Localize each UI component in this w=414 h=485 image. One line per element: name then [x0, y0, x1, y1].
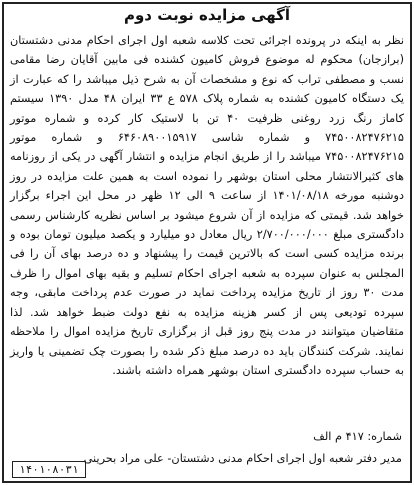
reference-number: شماره: ۴۱۷ م الف	[313, 430, 402, 443]
notice-body: نظر به اینکه در پرونده اجرائی تحت کلاسه شعبه اول اجرای احکام مدنی دشتستان (برازجان) محکوم له موضوع فروش کامیون کشنده فی مابین آقایان رضا مقامی نسب و مصطفی تراب که نوع و مشخصات آن به شرح ذیل میباشد را که عبارت از یک دستگاه کامیون کشنده به شماره پلاک ۵۷۸ ع ۳۳ ایران ۴۸ مدل ۱۳۹۰ سیستم کاماز رنگ زرد روغنی ظرفیت ۴۰ تن با لاستیک کار کرده و شماره موتور ۷۴۵۰۰۸۲۴۷۶۲۱۵ و شماره شاسی ۶۴۶۰۸۹۰۰۱۵۹۱۷ و شماره موتور ۷۴۵۰۰۸۲۴۷۶۲۱۵ میباشد را از طریق انجام مزایده و انتشار آگهی در یکی از روزنامه های کثیرالانتشار محلی استان بوشهر را نموده است به همین علت مزایده در روز دوشنبه مورخه ۱۴۰۱/۰۸/۱۸ از ساعت ۹ الی ۱۲ ظهر در محل این اجراء برگزار خواهد شد. قیمتی که مزایده از آن شروع میشود بر اساس نظریه کارشناس رسمی دادگستری مبلغ ۲/۷۰۰/۰۰۰/۰۰۰ ریال معادل دو میلیارد و یکصد میلیون تومان بوده و برنده مزایده کسی است که بالاترین قیمت را پیشنهاد و ده درصد بهای آن را فی المجلس به عنوان سپرده به شعبه اجرای احکام تسلیم و بقیه بهای اموال را ظرف مدت ۳۰ روز از تاریخ مزایده پرداخت نماید در صورت عدم پرداخت مابقی، وجه سپرده تودیعی پس از کسر هزینه مزایده به نفع دولت ضبط خواهد شد. لذا متقاضیان میتوانند در مدت پنج روز قبل از برگزاری تاریخ مزایده اموال را ملاحظه نمایند. شرکت کنندگان باید ده درصد مبلغ ذکر شده را بصورت چک تضمینی یا واریز به حساب سپرده دادگستری استان بوشهر همراه داشته باشند.	[10, 34, 405, 377]
date-stamp: ۱۴۰۱۰۸۰۳۱	[12, 461, 86, 478]
notice-title: آگهی مزایده نوبت دوم	[123, 6, 291, 24]
signature-line: مدیر دفتر شعبه اول اجرای احکام مدنی دشتستان- علی مراد بحرینی	[83, 452, 402, 465]
